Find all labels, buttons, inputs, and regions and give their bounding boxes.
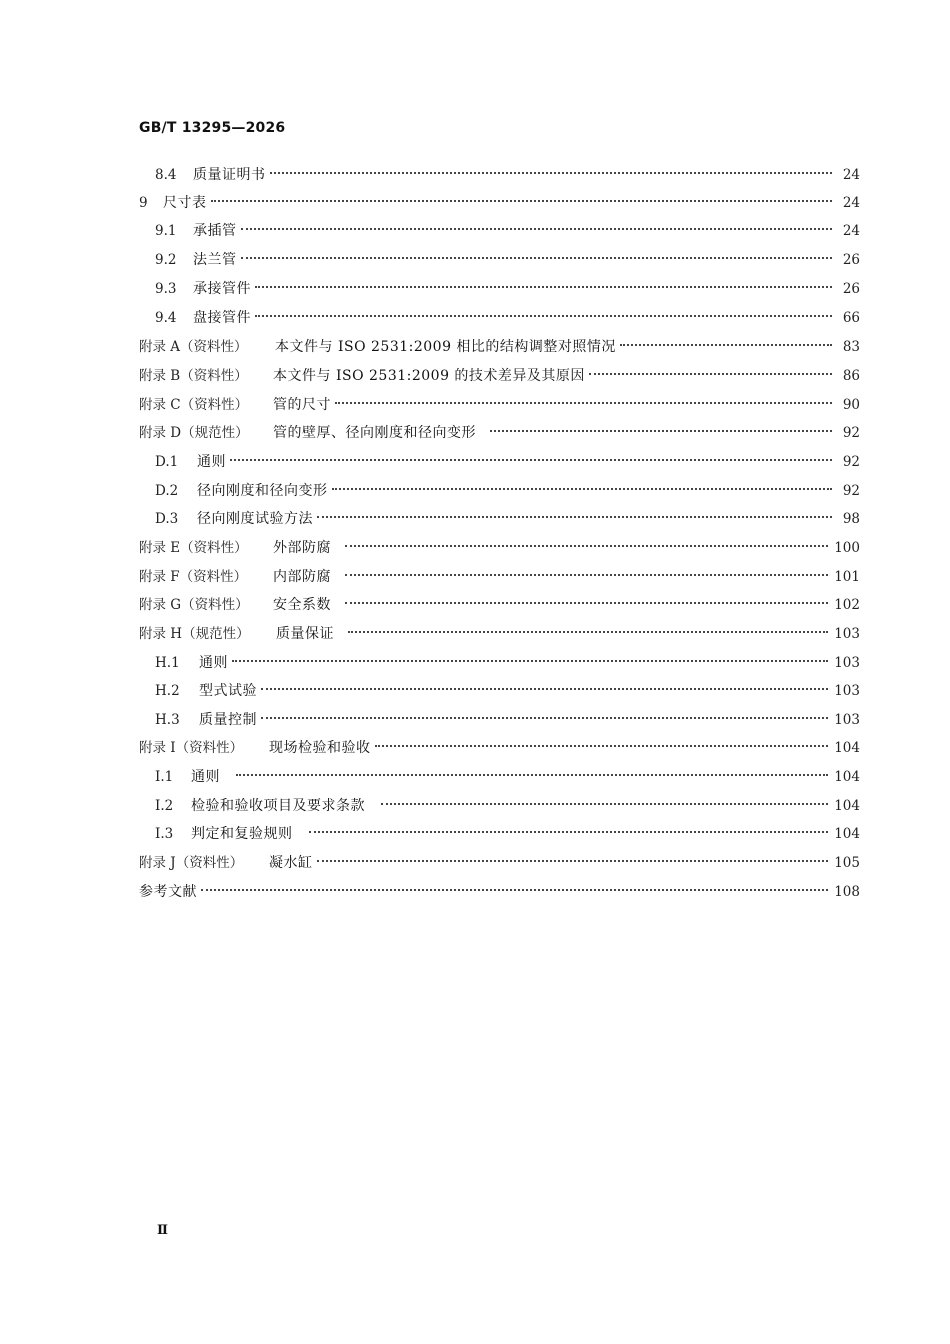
- toc-leader-dots: [255, 315, 832, 317]
- toc-entry-annex-d[interactable]: [139, 422, 860, 444]
- toc-entry-title: 检验和验收项目及要求条款: [191, 798, 365, 814]
- toc-entry-page: 104: [834, 798, 860, 814]
- toc-entry-title: 安全系数: [273, 597, 331, 613]
- toc-leader-dots: [345, 545, 828, 547]
- toc-entry-page: 103: [834, 626, 860, 642]
- toc-entry-page: 66: [842, 310, 860, 326]
- toc-entry-title: 径向刚度和径向变形: [197, 483, 328, 499]
- toc-entry-page: 102: [834, 597, 860, 613]
- toc-entry-page: 92: [842, 425, 860, 441]
- toc-entry-number: D.1: [155, 454, 179, 470]
- toc-entry-title: 法兰管: [193, 252, 237, 268]
- toc-entry-number: D.3: [155, 511, 179, 527]
- toc-entry-number: I.2: [155, 798, 174, 814]
- toc-entry-title: 本文件与 ISO 2531:2009 的技术差异及其原因: [273, 368, 585, 384]
- toc-entry-i-3[interactable]: [155, 823, 860, 845]
- toc-leader-dots: [201, 889, 828, 891]
- toc-entry-page: 90: [842, 397, 860, 413]
- toc-entry-title: 通则: [199, 655, 228, 671]
- toc-leader-dots: [230, 459, 832, 461]
- toc-leader-dots: [335, 402, 832, 404]
- toc-leader-dots: [332, 488, 833, 490]
- toc-entry-page: 108: [834, 884, 860, 900]
- toc-entry-9-1[interactable]: [155, 220, 860, 242]
- toc-entry-title: 承插管: [193, 223, 237, 239]
- toc-entry-title: 盘接管件: [193, 310, 251, 326]
- toc-entry-annex-a[interactable]: [139, 336, 860, 358]
- toc-leader-dots: [589, 373, 832, 375]
- toc-leader-dots: [490, 430, 832, 432]
- toc-entry-annex-j[interactable]: [139, 852, 860, 874]
- toc-entry-number: 附录 H（规范性）: [139, 626, 250, 642]
- toc-entry-page: 103: [834, 683, 860, 699]
- toc-entry-title: 本文件与 ISO 2531:2009 相比的结构调整对照情况: [275, 339, 616, 355]
- toc-entry-i-2[interactable]: [155, 795, 860, 817]
- toc-leader-dots: [345, 602, 828, 604]
- toc-entry-annex-e[interactable]: [139, 537, 860, 559]
- toc-entry-number: 附录 D（规范性）: [139, 425, 249, 441]
- toc-entry-page: 24: [842, 167, 860, 183]
- toc-entry-number: 附录 A（资料性）: [139, 339, 248, 355]
- toc-entry-number: 附录 I（资料性）: [139, 740, 244, 756]
- toc-leader-dots: [381, 803, 828, 805]
- toc-entry-number: 9.1: [155, 223, 177, 239]
- toc-entry-bibliography[interactable]: [139, 881, 860, 903]
- toc-entry-d-1[interactable]: [155, 451, 860, 473]
- toc-entry-number: H.1: [155, 655, 180, 671]
- toc-leader-dots: [241, 228, 833, 230]
- toc-entry-page: 103: [834, 655, 860, 671]
- toc-entry-h-1[interactable]: [155, 652, 860, 674]
- toc-entry-number: 9.2: [155, 252, 177, 268]
- toc-entry-9-2[interactable]: [155, 249, 860, 271]
- toc-entry-page: 101: [834, 569, 860, 585]
- toc-entry-number: 8.4: [155, 167, 177, 183]
- toc-entry-page: 26: [842, 281, 860, 297]
- toc-leader-dots: [317, 516, 832, 518]
- toc-entry-number: I.1: [155, 769, 174, 785]
- page-number: Ⅱ: [157, 1223, 168, 1238]
- toc-entry-h-2[interactable]: [155, 680, 860, 702]
- toc-leader-dots: [261, 717, 828, 719]
- toc-entry-page: 92: [842, 483, 860, 499]
- toc-entry-number: 附录 B（资料性）: [139, 368, 248, 384]
- toc-entry-title: 管的尺寸: [273, 397, 331, 413]
- toc-entry-title: 参考文献: [139, 884, 197, 900]
- toc-entry-title: 判定和复验规则: [191, 826, 293, 842]
- toc-entry-page: 86: [842, 368, 860, 384]
- toc-leader-dots: [345, 574, 828, 576]
- toc-entry-title: 尺寸表: [163, 195, 207, 211]
- toc-entry-page: 103: [834, 712, 860, 728]
- toc-entry-9-4[interactable]: [155, 307, 860, 329]
- toc-leader-dots: [236, 774, 828, 776]
- toc-entry-page: 24: [842, 223, 860, 239]
- toc-entry-d-3[interactable]: [155, 508, 860, 530]
- toc-entry-number: 9: [139, 195, 148, 211]
- toc-entry-number: 附录 E（资料性）: [139, 540, 248, 556]
- toc-entry-title: 通则: [197, 454, 226, 470]
- toc-entry-title: 通则: [191, 769, 220, 785]
- toc-entry-9-3[interactable]: [155, 278, 860, 300]
- toc-entry-title: 管的壁厚、径向刚度和径向变形: [273, 425, 476, 441]
- toc-entry-page: 104: [834, 769, 860, 785]
- toc-leader-dots: [211, 200, 833, 202]
- toc-entry-page: 83: [842, 339, 860, 355]
- toc-leader-dots: [232, 660, 828, 662]
- toc-leader-dots: [241, 257, 833, 259]
- toc-entry-title: 型式试验: [199, 683, 257, 699]
- toc-leader-dots: [348, 631, 828, 633]
- toc-entry-9[interactable]: [139, 192, 860, 214]
- toc-entry-8-4[interactable]: [155, 164, 860, 186]
- toc-leader-dots: [255, 286, 832, 288]
- toc-entry-title: 现场检验和验收: [269, 740, 371, 756]
- toc-entry-title: 径向刚度试验方法: [197, 511, 313, 527]
- toc-entry-title: 质量控制: [199, 712, 257, 728]
- toc-entry-number: I.3: [155, 826, 174, 842]
- toc-leader-dots: [317, 860, 829, 862]
- toc-entry-number: 附录 J（资料性）: [139, 855, 244, 871]
- toc-entry-number: 9.4: [155, 310, 177, 326]
- toc-leader-dots: [270, 172, 833, 174]
- toc-entry-annex-c[interactable]: [139, 394, 860, 416]
- document-id: GB/T 13295—2026: [139, 120, 286, 136]
- toc-entry-i-1[interactable]: [155, 766, 860, 788]
- toc-entry-annex-i[interactable]: [139, 737, 860, 759]
- toc-entry-h-3[interactable]: [155, 709, 860, 731]
- toc-entry-page: 92: [842, 454, 860, 470]
- toc-leader-dots: [375, 745, 829, 747]
- toc-entry-number: H.2: [155, 683, 180, 699]
- toc-entry-number: 附录 F（资料性）: [139, 569, 248, 585]
- toc-entry-page: 100: [834, 540, 860, 556]
- toc-entry-title: 承接管件: [193, 281, 251, 297]
- toc-leader-dots: [620, 344, 832, 346]
- toc-entry-page: 26: [842, 252, 860, 268]
- toc-entry-page: 105: [834, 855, 860, 871]
- toc-entry-page: 104: [834, 740, 860, 756]
- toc-leader-dots: [309, 831, 829, 833]
- toc-entry-title: 外部防腐: [273, 540, 331, 556]
- toc-entry-annex-g[interactable]: [139, 594, 860, 616]
- toc-entry-title: 内部防腐: [273, 569, 331, 585]
- toc-entry-page: 104: [834, 826, 860, 842]
- toc-entry-number: 附录 C（资料性）: [139, 397, 249, 413]
- toc-entry-annex-b[interactable]: [139, 365, 860, 387]
- toc-entry-page: 24: [842, 195, 860, 211]
- toc-entry-title: 质量保证: [276, 626, 334, 642]
- toc-leader-dots: [261, 688, 828, 690]
- toc-entry-title: 质量证明书: [193, 167, 266, 183]
- toc-entry-number: D.2: [155, 483, 179, 499]
- toc-entry-annex-f[interactable]: [139, 566, 860, 588]
- toc-entry-number: 9.3: [155, 281, 177, 297]
- toc-entry-number: 附录 G（资料性）: [139, 597, 249, 613]
- toc-entry-page: 98: [842, 511, 860, 527]
- toc-entry-annex-h[interactable]: [139, 623, 860, 645]
- toc-entry-number: H.3: [155, 712, 180, 728]
- toc-entry-title: 凝水缸: [269, 855, 313, 871]
- toc-entry-d-2[interactable]: [155, 480, 860, 502]
